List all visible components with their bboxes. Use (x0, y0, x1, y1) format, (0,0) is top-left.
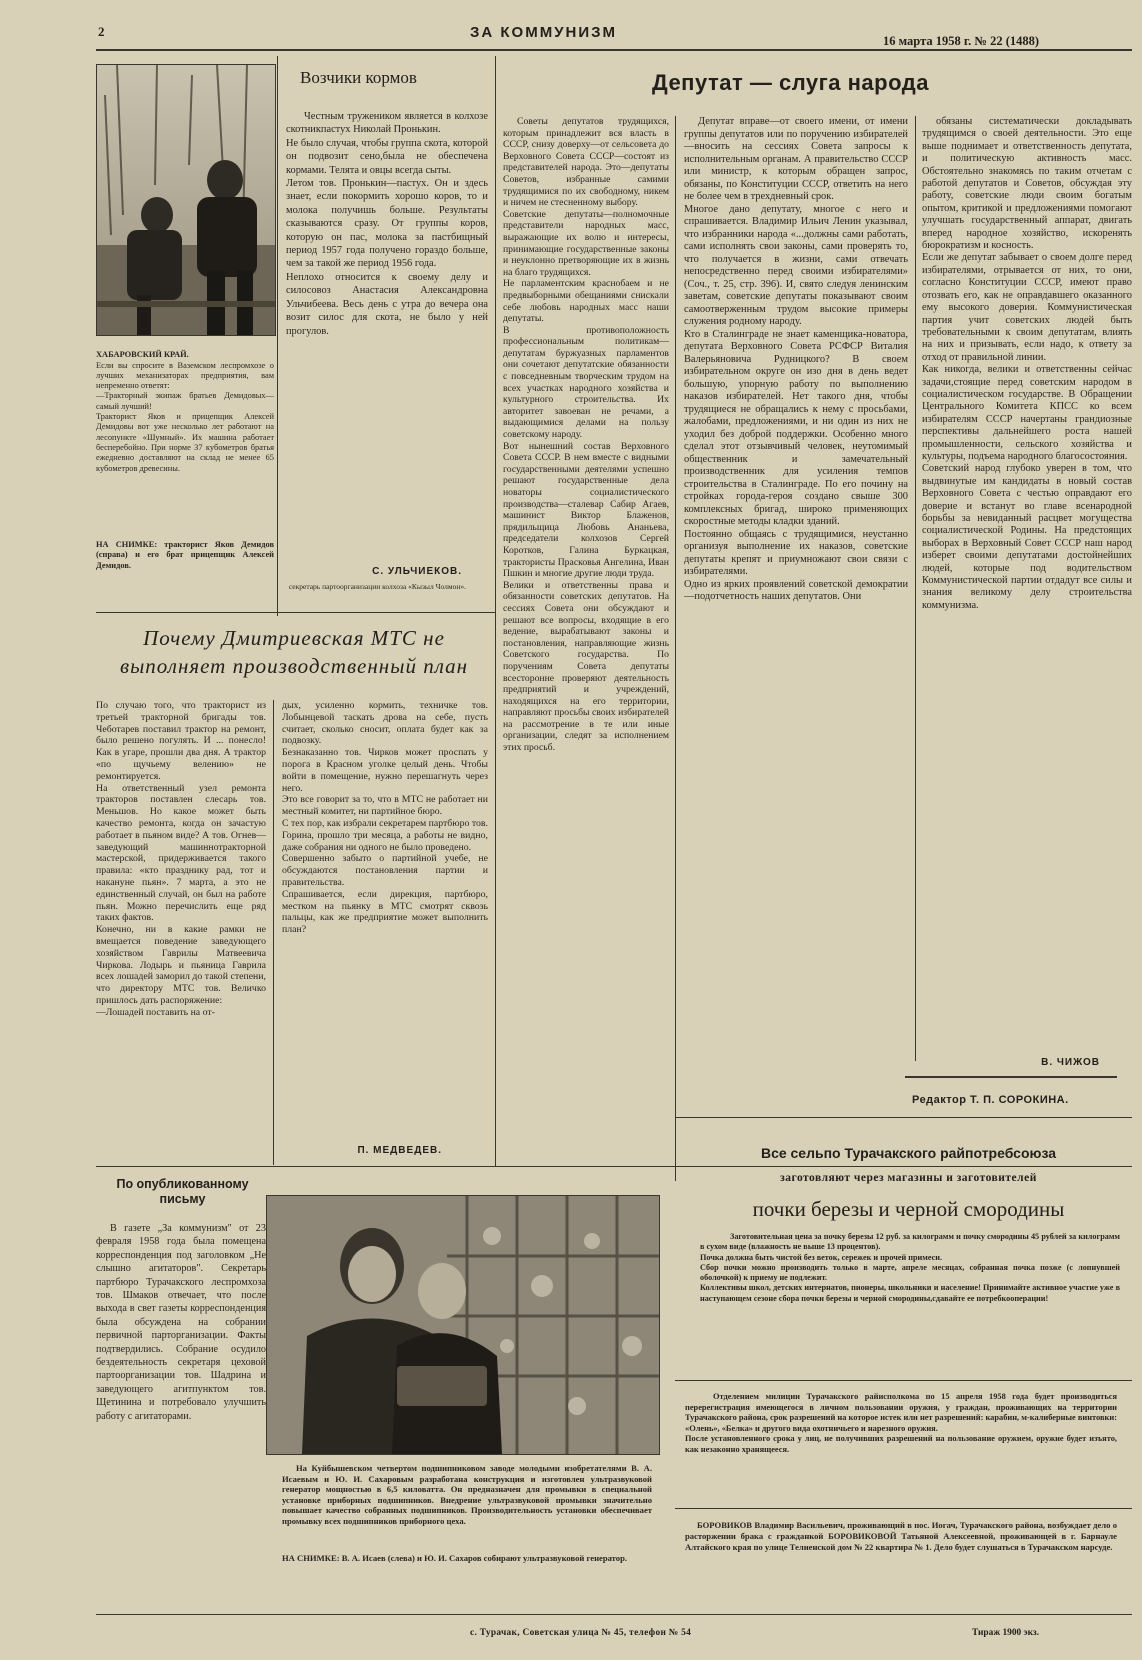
masthead-rule (96, 49, 1132, 51)
ultrasound-generator-photo-icon (267, 1196, 659, 1454)
photo-caption-kuibyshev-na-snimke: НА СНИМКЕ: В. А. Исаев (слева) и Ю. И. Сахаров собирают ультразвуковой генератор. (282, 1553, 628, 1563)
caption-text: Если вы спросите в Ваземском леспромхозе о лучших механизаторах предприятия, вам непременно ответят: —Тракторный экипаж братьев Демидовых—самый лучший! Тракторист Яков и прицепщик Алексей Демидовы вот уже несколько лет работают на лесопункте «Шумный». Их машина работает бесперебойно. При норме 37 кубометров братья ежедневно доставляют на склад не менее 65 кубометров древесины. (96, 360, 274, 473)
tractor-drivers-photo-icon (97, 65, 275, 335)
column-rule (495, 56, 496, 1166)
column-rule (915, 116, 916, 1061)
editor-line: Редактор Т. П. СОРОКИНА. (912, 1094, 1069, 1106)
section-rule (675, 1117, 1132, 1118)
section-rule (96, 1614, 1132, 1615)
caption-region: ХАБАРОВСКИЙ КРАЙ. (96, 350, 189, 360)
photo-caption-kuibyshev: На Куйбышевском четвертом подшипниковом заводе молодыми изобретателями В. А. Исаевым и Ю. И. Сахаровым разработана конструкция и изготовлен ультразвуковой генератор мощностью в 6,5 киловатта. Он предназначен для промывки в специальной установке приборных подшипников. Внедрение ультразвуковой промывки значительно повышает качество собранных подшипников. Производительность установки обеспечивает промывку всех подшипников приборного цеха. (282, 1463, 652, 1526)
notice-divorce-body: БОРОВИКОВ Владимир Васильевич, проживающий в пос. Иогач, Турачакского района, возбуждает дело о расторжении брака с гражданкой БОРОВИКОВОЙ Татьяной Алексеевной, проживающей в г. Барнауле Алтайского края по улице Телиенской дом № 22 квартира № 1. Дело будет слушаться в Турачакском нарсуде. (685, 1520, 1117, 1552)
article-deputat-col1: Советы депутатов трудящихся, которым принадлежит вся власть в СССР, снизу доверху—от сельсовета до Верховного Совета СССР—состоят из представителей народа. Это—депутаты Советов, избранные самими трудящимися по их свободному, никем и ничем не стесненному выбору. Советские депутаты—полномочные представители народных масс, выражающие их волю и интересы, принимающие государственные законы и неуклонно претворяющие их в жизнь на благо трудящихся. Не парламентским краснобаем и не предвыборными обещаниями снискали себе любовь народных масс наши депутаты. В противоположность профессиональным политикам—депутатам буржуазных парламентов они сочетают депутатские обязанности с повседневным творческим трудом на всех участках народного хозяйства и культурного строительства. Их авторитет завоеван не речами, а выдающимися делами на пользу советскому народу. Вот нынешний состав Верховного Совета СССР. В нем вместе с видными государственными деятелями успешно решают государственные дела новаторы социалистического производства—сталевар Сабир Агаев, машинист Виктор Блаженов, прядильщица Любовь Ананьева, председатели колхозов Сергей Коротков, Галина Буркацкая, трактористы Прасковья Ангелина, Иван Пшкин и многие другие люди труда. Велики и ответственны права и обязанности советских депутатов. На сессиях Совета они обсуждают и решают все вопросы, входящие в его ведение, вырабатывают законы и постановления, направляющие жизнь Советского государства. По поручениям Совета депутаты всесторонне проверяют деятельность предприятий и учреждений, находящихся на его территории, направляют просьбы своих избирателей на рассмотрение в те или иные организации, следят за исполнением этих просьб. (503, 116, 669, 754)
photo-demidov-brothers (96, 64, 276, 336)
article-mts-col1: По случаю того, что тракторист из третьей тракторной бригады тов. Чеботарев поставил трактор на ремонт, было решено погулять. И ... понесло! Как в угаре, прошли два дня. А трактор «по щучьему велению» не ремонтируется. На ответственный узел ремонта тракторов поставлен слесарь тов. Меньшов. Но какое может быть качество ремонта, когда он зачастую работает в пьяном виде? А тов. Огнев—заведующий машиннотракторной мастерской, придерживается такого правила: «кто празднику рад, тот и накануне пьян». 7 марта, а это не единственный случай, он был на работе пьян. Можно перечислить еще ряд таких фактов. Конечно, ни в какие рамки не вмещается поведение заведующего хозяйством Гаврилы Матвеевича Чиркова. Лодырь и пьяница Гаврила всех лошадей заморил до такой степени, что директору МТС тов. Величко пришлось дать распоряжение: —Лошадей поставить на от- (96, 700, 266, 1018)
article-deputat-col2: Депутат вправе—от своего имени, от имени группы депутатов или по поручению избирателей—вносить на сессиях Совета запросы к исполнительным органам. А правительство СССР или министр, к которым обращен запрос, обязаны, по Конституции СССР, ответить на него не более чем в трехдневный срок. Многое дано депутату, многое с него и спрашивается. Владимир Ильич Ленин указывал, что избранники народа «...должны сами работать, сами исполнять свои законы, сами проверять то, что получается в жизни, сами отвечать непосредственно перед своими избирателями» (Соч., т. 25, стр. 396). И, свято следуя ленинским заветам, советские депутаты показывают своим самоотверженным трудом высокие примеры служения родному народу. Кто в Сталинграде не знает каменщика-новатора, депутата Верховного Совета РСФСР Виталия Валерьяновича Рудницкого? В своем избирательном округе он изо дня в день ведет большую, упорную работу по выполнению наказов избирателей. Нет такого дня, чтобы трудящиеся не обращались к нему с просьбами, жалобами, предложениями, и ни один из них не уходил без доброй поддержки. Особенно много сделал этот отзывчивый человек, неутомимый общественник и замечательный производственник для усиления темпов строительства в Сталинграде. По его почину на стройках города-героя создано свыше 300 комплексных бригад, широко применяющих скоростные методы кладки зданий. Постоянно общаясь с трудящимися, неустанно организуя выполнение их наказов, советские депутаты крепят и приумножают свои связи с избирателями. Одно из ярких проявлений советской демократии—подотчетность наших депутатов. Они (684, 116, 908, 602)
article-deputat-author: В. ЧИЖОВ (1041, 1057, 1100, 1068)
section-rule (96, 612, 496, 613)
article-mts-author: П. МЕДВЕДЕВ. (357, 1145, 442, 1156)
article-vozchiki-author: С. УЛЬЧИЕКОВ. (372, 566, 462, 577)
issue-info: 16 марта 1958 г. № 22 (1488) (883, 34, 1040, 48)
footer-address: с. Турачак, Советская улица № 45, телефон № 54 (470, 1628, 692, 1638)
article-deputat-title: Депутат — слуга народа (652, 70, 929, 95)
section-rule (675, 1380, 1132, 1381)
section-rule (675, 1508, 1132, 1509)
footer-circulation: Тираж 1900 экз. (972, 1628, 1039, 1638)
notice-militia-body: Отделением милиции Турачакского райисполкома по 15 апреля 1958 года будет производиться перерегистрация имеющегося в личном пользовании оружия, у граждан, проживающих на территории Турачакского района, срок разрешений на которое истек или нет разрешений: карабин, м-калиберные винтовки: «Олень», «Белка» и другого вида охотничьего и нарезного оружия. После установленного срока у лиц, не получивших разрешений на пользование оружием, оружие будет изъято, как незаконно хранящееся. (685, 1392, 1117, 1454)
article-po-opubl-title: По опубликованному письму (116, 1177, 249, 1206)
article-vozchiki-body: Честным тружеником является в колхозе скотникпастух Николай Пронькин. Не было случая, чтобы группа скота, которой он подвозит сено,была не обеспечена кормами. Телята и овцы всегда сыты. Летом тов. Пронькин—пастух. Он и здесь знает, если покормить хорошо коров, то и молока получишь больше. Результаты сказываются сразу. От группы коров, которую он пас, молока за пастбищный период 1957 года получено гораздо больше, чем за такой же период 1956 года. Неплохо относится к своему делу и силосовоз Анастасия Александровна Ульчибеева. Весь день с утра до вечера она возит силос для скота, не было у ней прогулов. (286, 111, 488, 337)
column-rule (273, 700, 274, 1165)
photo-caption-khabarovsk (96, 340, 274, 535)
column-rule (675, 116, 676, 1181)
article-vozchiki-author-title: секретарь партоорганизации колхоза «Кызыл Чолмон». (288, 582, 466, 591)
newspaper-title: ЗА КОММУНИЗМ (470, 24, 618, 41)
article-vozchiki-title: Возчики кормов (300, 68, 417, 87)
article-mts-title: Почему Дмитриевская МТС не выполняет производственный план (119, 626, 469, 678)
photo-caption-na-snimke: НА СНИМКЕ: тракторист Яков Демидов (справа) и его брат прицепщик Алексей Демидов. (96, 540, 274, 570)
article-mts-col2: дых, усиленно кормить, техничке тов. Лобынцевой таскать дрова на себе, пусть считает, сколько сносит, оплата будет как за подвозку. Безнаказанно тов. Чирков может проспать у порога в Красном уголке целый день. Чтобы войти в помещение, нужно перешагнуть через него. Это все говорит за то, что в МТС не работает ни местный комитет, ни партийное бюро. С тех пор, как избрали секретарем партбюро тов. Горина, прошло три месяца, а работы не видно, даже собрания ни одного не было проведено. Совершенно забыто о партийной учебе, не обсуждаются постановления партии и правительства. Спрашивается, если дирекция, партбюро, местком на пьянку в МТС смотрят сквозь пальцы, как же предприятие может выполнить план? (282, 700, 488, 936)
editor-rule (905, 1076, 1117, 1078)
page-number: 2 (98, 24, 105, 39)
ad-selpo-line2: заготовляют через магазины и заготовителей (780, 1172, 1037, 1184)
ad-selpo-body: Заготовительная цена за почку березы 12 руб. за килограмм и почку смородины 45 рублей за килограмм в сухом виде (влажность не выше 13 процентов). Почка должна быть чистой без веток, сережек и прочей примеси. Сбор почки можно производить только в марте, апреле месяцах, собранная почка позже (с лопнувшей оболочкой) к приему не подлежит. Коллективы школ, детских интернатов, пионеры, школьники и население! Принимайте активное участие уже в наступающем сезоне сбора почки березы и черной смородины,сдавайте ее потребкооперации! (700, 1232, 1120, 1303)
ad-selpo-line3: почки березы и черной смородины (752, 1197, 1065, 1221)
photo-inventors (266, 1195, 660, 1455)
article-po-opubl-body: В газете „За коммунизм" от 23 февраля 1958 года была помещена корреспонденция под заголовком „Не слышно агитаторов". Секретарь партбюро Турачакского леспромхоза тов. Шмаков отвечает, что после выхода в свет газеты корреспонденция была обсуждена на собрании первичной парторганизации. Факты подтвердились. Собрание осудило бездеятельность секретаря цеховой партоорганизации тов. Шадрина и заведующего агитпунктом тов. Щетинина и потребовало улучшить работу с агитаторами. (96, 1223, 266, 1422)
article-deputat-col3: обязаны систематически докладывать трудящимся о своей деятельности. Это еще выше поднимает и ответственность депутата, и политическую активность масс. Обстоятельно знакомясь по таким отчетам с работой депутатов и Советов, обсуждая эту работу, советские люди своим богатым опытом, критикой и предложениями помогают улучшать государственный аппарат, двигать вперед народное хозяйство, искоренять бюрократизм и косность. Если же депутат забывает о своем долге перед избирателями, отрывается от них, то они, согласно Конституции СССР, имеют право отозвать его, как не оправдавшего оказанного ему высокого доверия. Коммунистическая партия учит советских людей быть требовательными к своим депутатам, влиять на них и призывать, если надо, к ответу за отход от правильной линии. Как никогда, велики и ответственны сейчас задачи,стоящие перед советским народом в социалистическом государстве. В Обращении Центрального Комитета КПСС ко всем избирателям СССР начертаны грандиозные перспективы дальнейшего роста нашей промышленности, сельского хозяйства и культуры, подъема народного благосостояния. Советский народ глубоко уверен в том, что выдвинутые им кандидаты в новый состав Верховного Совета с честью оправдают его доверие и встанут во главе всенародной борьбы за невиданный расцвет могущества социалистической Родины. На предстоящих выборах в Верховный Совет СССР наш народ изберет своими депутатами достойнейших людей, которые под водительством Коммунистической партии отдадут все силы и знания великому делу строительства коммунизма. (922, 116, 1132, 611)
ad-selpo-line1: Все сельпо Турачакского райпотребсоюза (760, 1145, 1057, 1161)
column-rule (277, 56, 278, 616)
